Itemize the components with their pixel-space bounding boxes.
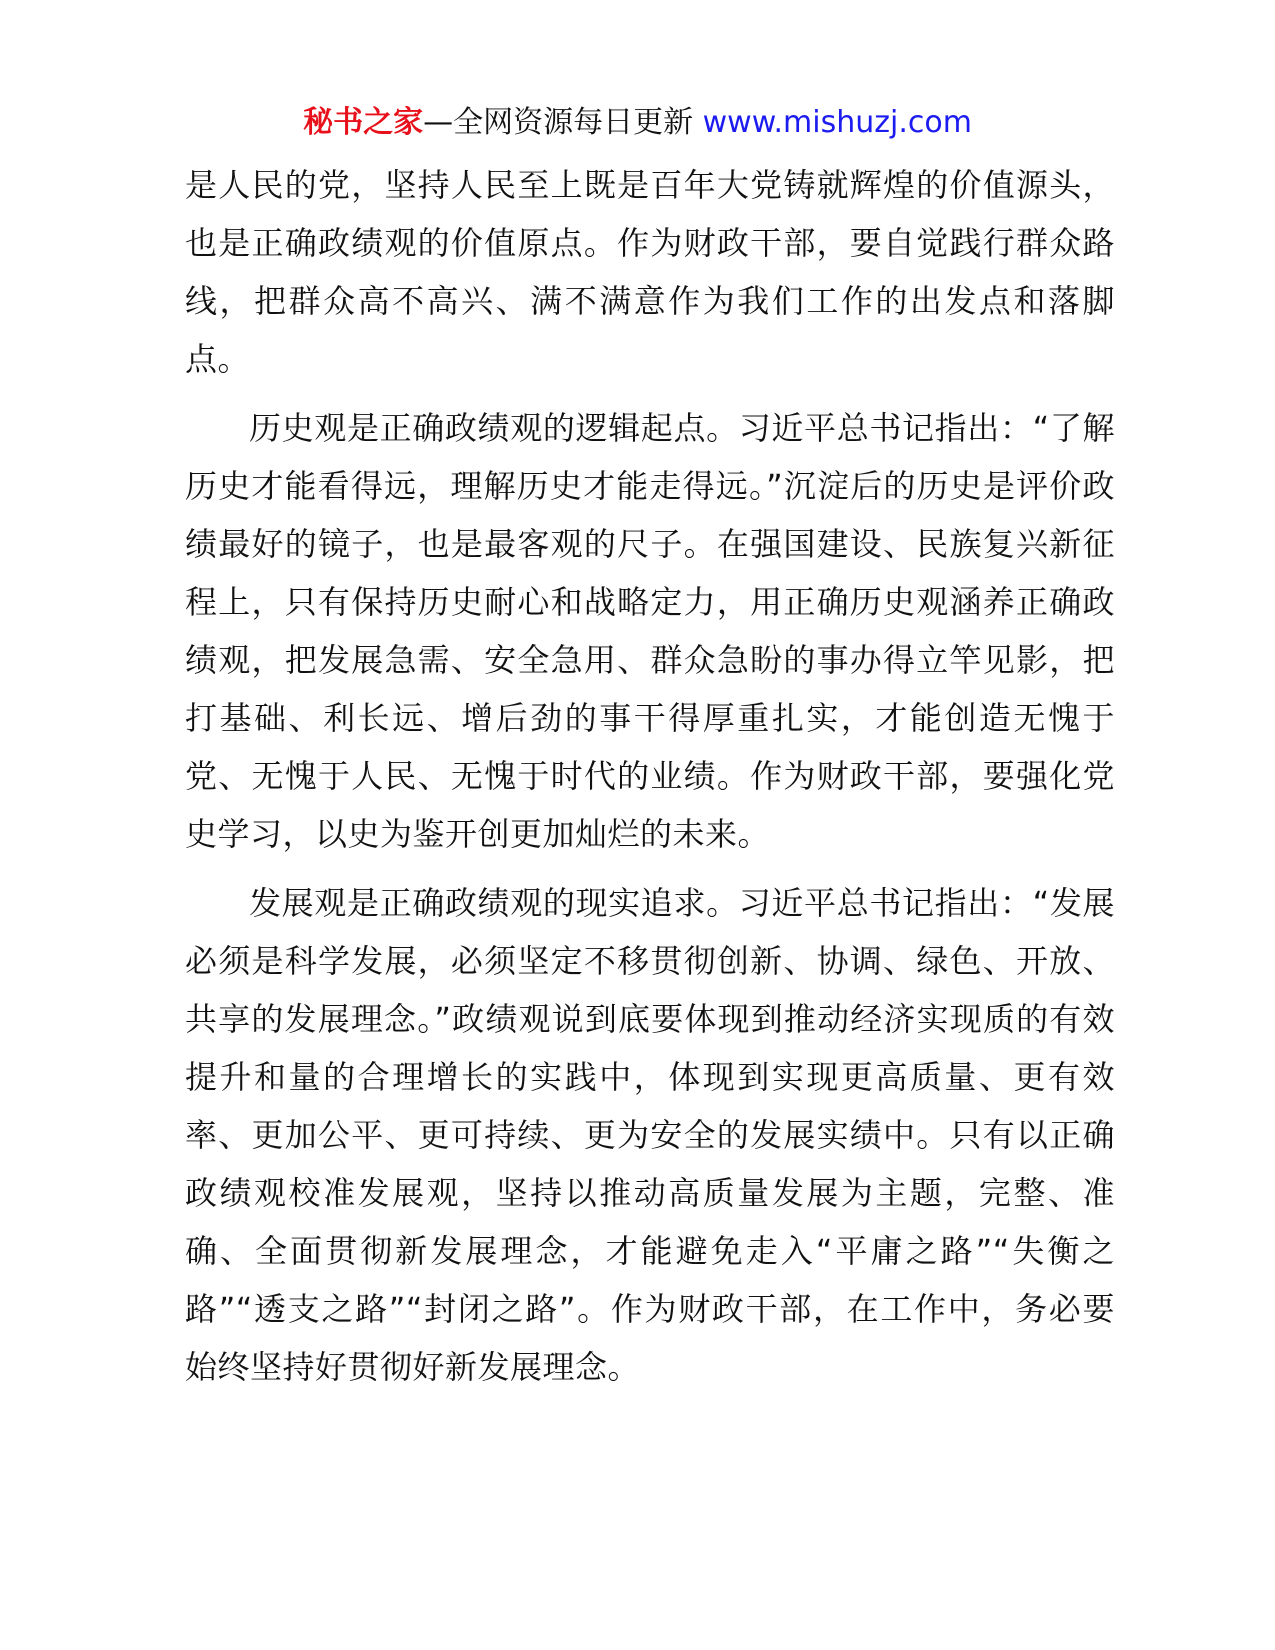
- paragraph-history-view: 历史观是正确政绩观的逻辑起点。习近平总书记指出：“了解历史才能看得远，理解历史才能走得远。”沉淀后的历史是评价政绩最好的镜子，也是最客观的尺子。在强国建设、民族复兴新征程上，只有保持历史耐心和战略定力，用正确历史观涵养正确政绩观，把发展急需、安全急用、群众急盼的事办得立竿见影，把打基础、利长远、增后劲的事干得厚重扎实，才能创造无愧于党、无愧于人民、无愧于时代的业绩。作为财政干部，要强化党史学习，以史为鉴开创更加灿烂的未来。: [185, 409, 1115, 853]
- document-body: [185, 156, 1115, 1407]
- brand-name: 秘书之家: [303, 105, 424, 140]
- page-header: [0, 103, 1275, 143]
- website-link[interactable]: www.mishuzj.com: [702, 105, 972, 140]
- paragraph-development-view: 发展观是正确政绩观的现实追求。习近平总书记指出：“发展必须是科学发展，必须坚定不移贯彻创新、协调、绿色、开放、共享的发展理念。”政绩观说到底要体现到推动经济实现质的有效提升和量的合理增长的实践中，体现到实现更高质量、更有效率、更加公平、更可持续、更为安全的发展实绩中。只有以正确政绩观校准发展观，坚持以推动高质量发展为主题，完整、准确、全面贯彻新发展理念，才能避免走入“平庸之路”“失衡之路”“透支之路”“封闭之路”。作为财政干部，在工作中，务必要始终坚持好贯彻好新发展理念。: [185, 884, 1115, 1386]
- header-tagline: —全网资源每日更新: [423, 105, 703, 140]
- paragraph-continued: 是人民的党，坚持人民至上既是百年大党铸就辉煌的价值源头，也是正确政绩观的价值原点。作为财政干部，要自觉践行群众路线，把群众高不高兴、满不满意作为我们工作的出发点和落脚点。: [185, 166, 1115, 378]
